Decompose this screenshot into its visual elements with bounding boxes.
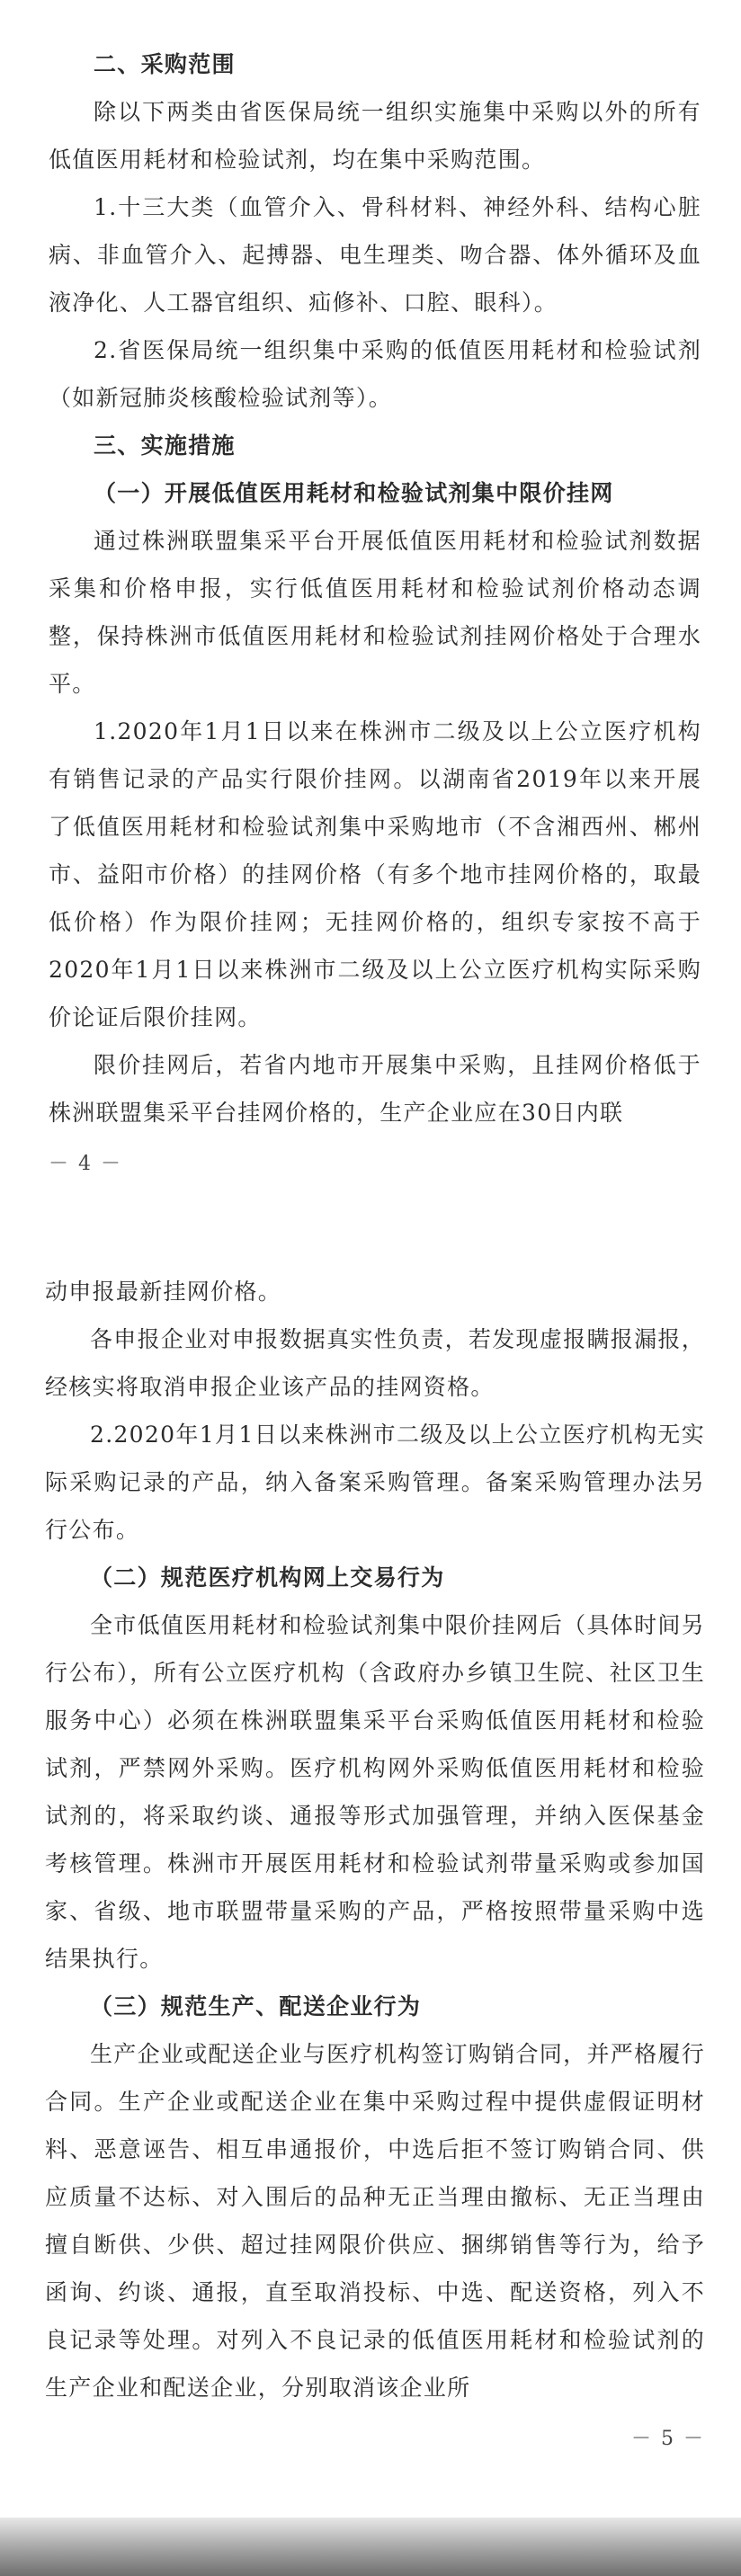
paragraph-continuation: 动申报最新挂网价格。 — [45, 1279, 282, 1305]
page-number: － 5 － — [631, 2428, 705, 2450]
paragraph-enterprise-conduct: 生产企业或配送企业与医疗机构签订购销合同，并严格履行合同。生产企业或配送企业在集中采购过程中提供虚假证明材料、恶意诬告、相互串通报价，中选后拒不签订购销合同、供应质量不达标、对入围后的品种无正当理由撤标、无正当理由擅自断供、少供、超过挂网限价供应、捆绑销售等行为，给予函询、约谈、通报，直至取消投标、中选、配送资格，列入不良记录等处理。对列入不良记录的低值医用耗材和检验试剂的生产企业和配送企业，分别取消该企业所 — [45, 2041, 705, 2401]
paragraph-online-trade: 全市低值医用耗材和检验试剂集中限价挂网后（具体时间另行公布），所有公立医疗机构（含政府办乡镇卫生院、社区卫生服务中心）必须在株洲联盟集采平台采购低值医用耗材和检验试剂，严禁网外采购。医疗机构网外采购低值医用耗材和检验试剂的，将采取约谈、通报等形式加强管理，并纳入医保基金考核管理。株洲市开展医用耗材和检验试剂带量采购或参加国家、省级、地市联盟带量采购的产品，严格按照带量采购中选结果执行。 — [45, 1612, 705, 1972]
subheading-enterprise-conduct: （三）规范生产、配送企业行为 — [90, 1993, 422, 2019]
paragraph-measures-intro: 通过株洲联盟集采平台开展低值医用耗材和检验试剂数据采集和价格申报，实行低值医用耗材和检验试剂价格动态调整，保持株洲市低值医用耗材和检验试剂挂网价格处于合理水平。 — [49, 528, 701, 697]
section-heading-measures: 三、实施措施 — [94, 432, 236, 459]
page-number: － 4 － — [49, 1153, 122, 1175]
paragraph-measure-item-1: 1.2020年1月1日以来在株洲市二级及以上公立医疗机构有销售记录的产品实行限价挂网。以湖南省2019年以来开展了低值医用耗材和检验试剂集中采购地市（不含湘西州、郴州市、益阳市价格）的挂网价格（有多个地市挂网价格的，取最低价格）作为限价挂网；无挂网价格的，组织专家按不高于2020年1月1日以来株洲市二级及以上公立医疗机构实际采购价论证后限价挂网。 — [49, 718, 701, 1030]
paragraph-measure-tail: 限价挂网后，若省内地市开展集中采购，且挂网价格低于株洲联盟集采平台挂网价格的，生产企业应在30日内联 — [49, 1052, 701, 1126]
subheading-online-trade: （二）规范医疗机构网上交易行为 — [90, 1564, 445, 1591]
scan-bottom-shadow — [0, 2518, 741, 2576]
paragraph-responsibility: 各申报企业对申报数据真实性负责，若发现虚报瞒报漏报，经核实将取消申报企业该产品的挂网资格。 — [45, 1326, 705, 1400]
paragraph-measure-item-2: 2.2020年1月1日以来株洲市二级及以上公立医疗机构无实际采购记录的产品，纳入备案采购管理。备案采购管理办法另行公布。 — [45, 1422, 705, 1543]
paragraph-scope-item-2: 2.省医保局统一组织集中采购的低值医用耗材和检验试剂（如新冠肺炎核酸检验试剂等）。 — [49, 337, 701, 411]
paragraph-scope-intro: 除以下两类由省医保局统一组织实施集中采购以外的所有低值医用耗材和检验试剂，均在集中采购范围。 — [49, 99, 701, 173]
page-separator — [0, 1187, 741, 1268]
subheading-price-listing: （一）开展低值医用耗材和检验试剂集中限价挂网 — [94, 480, 614, 506]
document-page-4 — [0, 0, 741, 1187]
section-heading-scope: 二、采购范围 — [94, 51, 236, 77]
document-page-5 — [0, 1268, 741, 2518]
paragraph-scope-item-1: 1.十三大类（血管介入、骨科材料、神经外科、结构心脏病、非血管介入、起搏器、电生理类、吻合器、体外循环及血液净化、人工器官组织、疝修补、口腔、眼科）。 — [49, 194, 701, 316]
